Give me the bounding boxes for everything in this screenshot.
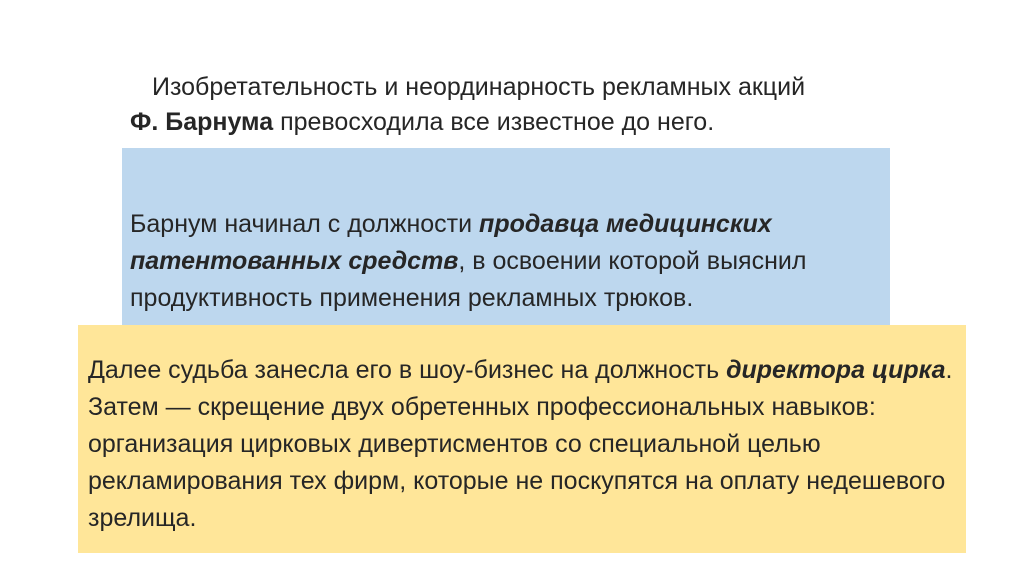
intro-line-2-rest: превосходила все известное до него.	[273, 108, 715, 136]
barnum-name: Ф. Барнума	[130, 108, 274, 136]
blue-text-rest: , в освоении которой выяснил продуктивность применения рекламных трюков.	[130, 247, 807, 312]
yellow-text-start: Далее судьба занесла его в шоу-бизнес на должность	[88, 356, 727, 384]
intro-line-2	[130, 105, 930, 140]
yellow-callout-text	[88, 352, 956, 537]
yellow-text-emphasis: директора цирка	[726, 356, 946, 384]
blue-callout	[122, 148, 890, 330]
intro-paragraph	[130, 70, 930, 140]
yellow-text-rest: . Затем — скрещение двух обретенных профессиональных навыков: организация цирковых дивертисментов со специальной целью рекламирования тех фирм, которые не поскупятся на оплату недешевого зрелища.	[88, 356, 953, 532]
blue-text-emphasis: продавца медицинских патентованных средств	[130, 210, 772, 275]
intro-line-1: Изобретательность и неординарность рекламных акций	[152, 73, 806, 101]
blue-callout-text	[130, 206, 880, 317]
blue-text-start: Барнум начинал с должности	[130, 210, 480, 238]
yellow-callout	[78, 325, 966, 553]
